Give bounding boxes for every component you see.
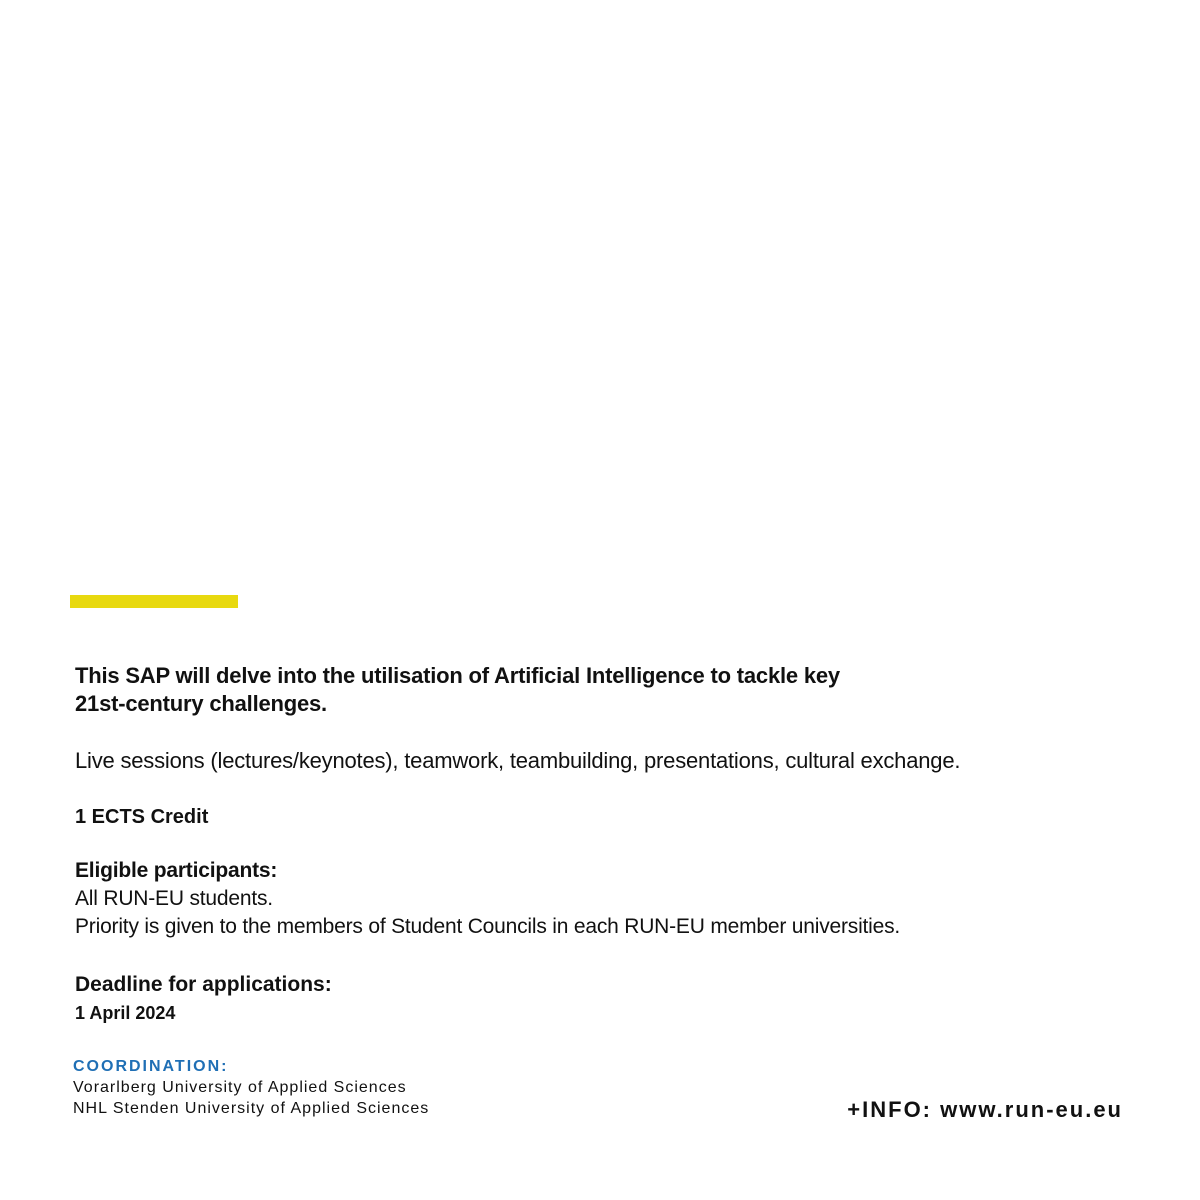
coordination-title: COORDINATION: <box>73 1058 229 1075</box>
coordination-org-1: Vorarlberg University of Applied Sciences <box>73 1079 407 1096</box>
credit-text: 1 ECTS Credit <box>75 806 209 828</box>
coordination-org-2: NHL Stenden University of Applied Sciences <box>73 1100 430 1117</box>
headline <box>75 662 975 718</box>
headline-line-1: This SAP will delve into the utilisation of Artificial Intelligence to tackle key <box>75 663 840 688</box>
coordination <box>73 1057 429 1119</box>
headline-line-2: 21st-century challenges. <box>75 691 327 716</box>
info-line <box>847 1096 1123 1124</box>
eligible-line-1: All RUN-EU students. <box>75 887 273 910</box>
info-url-link[interactable]: www.run-eu.eu <box>940 1097 1123 1122</box>
eligible-label: Eligible participants: <box>75 859 278 882</box>
deadline-label: Deadline for applications: <box>75 973 332 996</box>
deadline-date: 1 April 2024 <box>75 1003 176 1023</box>
accent-bar <box>70 595 238 608</box>
content <box>75 662 1135 1023</box>
activities-text: Live sessions (lectures/keynotes), teamwork, teambuilding, presentations, cultural exchange. <box>75 748 961 773</box>
eligible-participants <box>75 857 900 941</box>
info-prefix: +INFO: <box>847 1097 933 1122</box>
deadline <box>75 971 332 1025</box>
eligible-line-2: Priority is given to the members of Student Councils in each RUN-EU member universities. <box>75 915 901 938</box>
